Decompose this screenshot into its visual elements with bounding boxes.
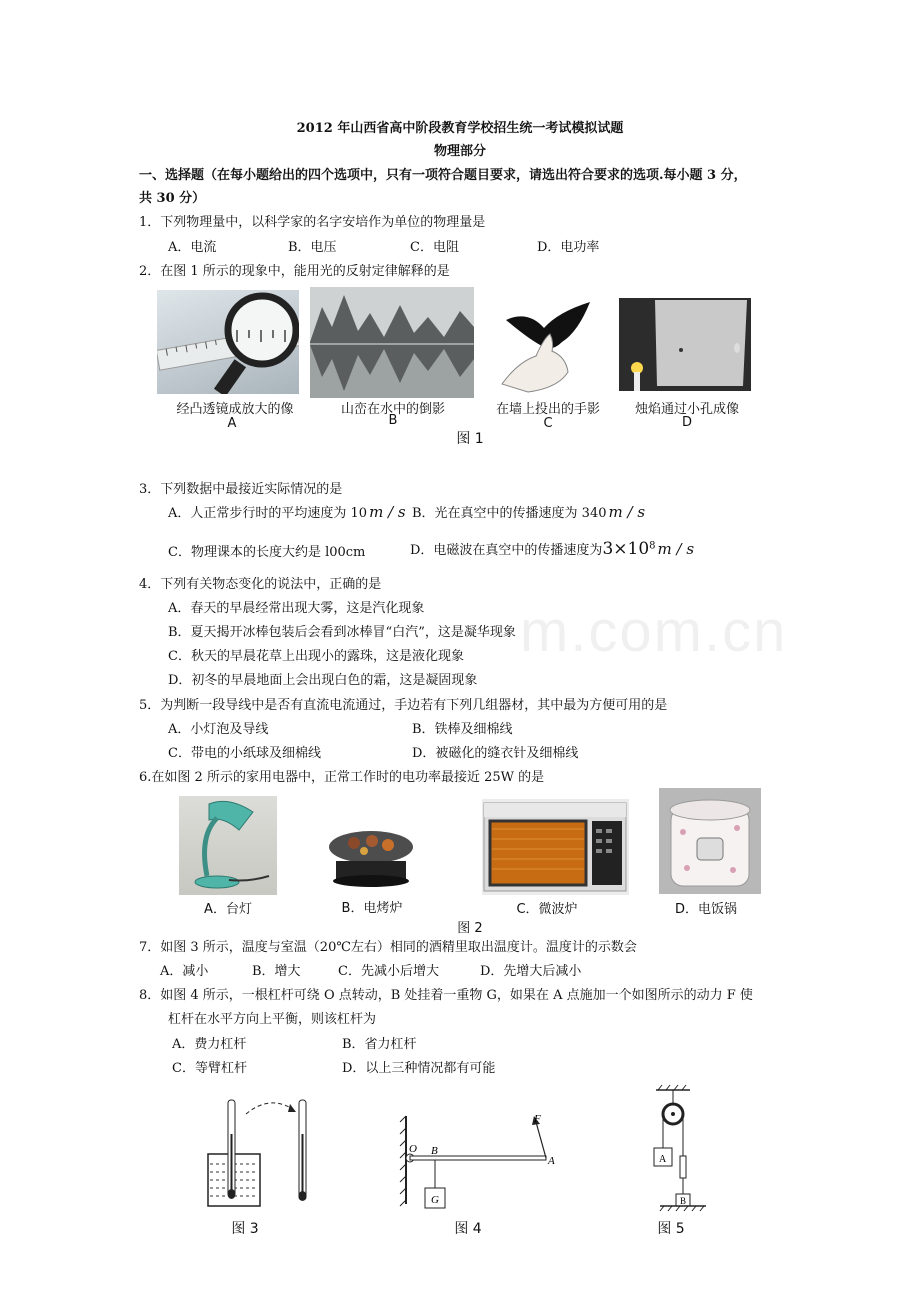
q8-option-c: C．等臂杠杆: [172, 1061, 247, 1076]
fig1-caption-c: 在墙上投出的手影: [495, 402, 600, 417]
thermometer-diagram: [200, 1094, 320, 1214]
q4-option-a: A．春天的早晨经常出现大雾，这是汽化现象: [168, 601, 425, 616]
q4-option-c: C．秋天的早晨花草上出现小的露珠，这是液化现象: [168, 649, 464, 664]
question-1-stem: 1．下列物理量中，以科学家的名字安培作为单位的物理量是: [139, 215, 486, 230]
pulley-label-a: A: [659, 1154, 667, 1165]
fig1-letter-b: B: [388, 413, 398, 428]
q8-option-b: B．省力杠杆: [342, 1037, 417, 1052]
rice-cooker-photo: [659, 788, 761, 894]
q7-option-b: B．增大: [252, 964, 301, 979]
magnifier-photo: [157, 290, 299, 394]
fig2-caption-c: C．微波炉: [516, 902, 578, 917]
lever-label-f: F: [534, 1113, 541, 1125]
page-subtitle: 物理部分: [433, 144, 486, 159]
section-heading-cont: 共 30 分）: [139, 191, 206, 206]
candle-pinhole-photo: [619, 298, 751, 391]
figure-2-label: 图 2: [457, 921, 483, 936]
electric-grill-photo: [326, 825, 416, 889]
fig2-caption-b: B．电烤炉: [341, 901, 403, 916]
fig1-caption-a: 经凸透镜成放大的像: [176, 402, 294, 417]
fig1-letter-c: C: [543, 416, 553, 431]
question-4-stem: 4．下列有关物态变化的说法中，正确的是: [139, 577, 382, 592]
question-3-stem: 3．下列数据中最接近实际情况的是: [139, 482, 343, 497]
question-8-stem-cont: 杠杆在水平方向上平衡，则该杠杆为: [168, 1012, 377, 1027]
q3-option-c: C．物理课本的长度大约是 l00cm: [168, 545, 366, 560]
pulley-label-b: B: [680, 1196, 687, 1206]
lever-diagram: [398, 1110, 568, 1216]
hand-shadow-photo: [488, 292, 606, 396]
q7-option-c: C．先减小后增大: [338, 964, 439, 979]
page-title: 2012 年山西省高中阶段教育学校招生统一考试模拟试题: [296, 121, 624, 136]
section-heading: 一、选择题（在每小题给出的四个选项中，只有一项符合题目要求，请选出符合要求的选项.每小题 3 分，: [139, 168, 747, 183]
fig1-caption-b: 山峦在水中的倒影: [340, 402, 445, 417]
fig2-caption-a: A．台灯: [204, 902, 252, 917]
question-5-stem: 5．为判断一段导线中是否有直流电流通过，手边若有下列几组器材，其中最为方便可用的是: [139, 698, 668, 713]
figure-1-label: 图 1: [456, 431, 484, 447]
mountain-reflection-photo: [310, 287, 474, 398]
q3-option-d: D．电磁波在真空中的传播速度为$3\times 10^8$ m / s: [410, 539, 695, 559]
figure-4-label: 图 4: [454, 1221, 482, 1237]
fig1-caption-d: 烛焰通过小孔成像: [634, 402, 739, 417]
q5-option-d: D．被磁化的缝衣针及细棉线: [412, 746, 579, 761]
fig2-caption-d: D．电饭锅: [674, 902, 737, 917]
pulley-diagram: [640, 1084, 710, 1214]
q5-option-b: B．铁棒及细棉线: [412, 722, 513, 737]
q7-option-a: A．减小: [160, 964, 209, 979]
figure-5-label: 图 5: [657, 1221, 685, 1237]
question-8-stem: 8．如图 4 所示，一根杠杆可绕 O 点转动，B 处挂着一重物 G，如果在 A 点施加一个如图所示的动力 F 使: [139, 988, 753, 1003]
lever-label-a: A: [548, 1155, 555, 1167]
q4-option-b: B．夏天揭开冰棒包装后会看到冰棒冒“白汽”，这是凝华现象: [168, 625, 516, 640]
q8-option-d: D．以上三种情况都有可能: [342, 1061, 496, 1076]
q1-option-c: C．电阻: [410, 240, 459, 255]
q3-option-a: A．人正常步行时的平均速度为 10 m / s: [168, 503, 406, 521]
lever-label-g: G: [431, 1194, 439, 1206]
q8-option-a: A．费力杠杆: [172, 1037, 247, 1052]
figure-3-label: 图 3: [231, 1221, 259, 1237]
q4-option-d: D．初冬的早晨地面上会出现白色的霜，这是凝固现象: [168, 673, 478, 688]
q5-option-a: A．小灯泡及导线: [168, 722, 269, 737]
question-6-stem: 6.在如图 2 所示的家用电器中，正常工作时的电功率最接近 25W 的是: [139, 770, 545, 785]
q1-option-d: D．电功率: [537, 240, 600, 255]
lever-label-o: O: [409, 1143, 417, 1155]
lever-label-b: B: [431, 1145, 438, 1157]
fig1-letter-a: A: [227, 416, 237, 431]
q1-option-a: A．电流: [168, 240, 217, 255]
q1-option-b: B．电压: [288, 240, 337, 255]
question-2-stem: 2．在图 1 所示的现象中，能用光的反射定律解释的是: [139, 264, 450, 279]
q7-option-d: D．先增大后减小: [480, 964, 582, 979]
fig1-letter-d: D: [681, 415, 692, 430]
q3-option-b: B．光在真空中的传播速度为 340 m / s: [412, 503, 646, 521]
q5-option-c: C．带电的小纸球及细棉线: [168, 746, 321, 761]
microwave-photo: [482, 799, 629, 895]
question-7-stem: 7．如图 3 所示，温度与室温（20℃左右）相同的酒精里取出温度计。温度计的示数会: [139, 940, 637, 955]
desk-lamp-photo: [179, 796, 277, 895]
watermark: m.com.cn: [520, 599, 788, 664]
